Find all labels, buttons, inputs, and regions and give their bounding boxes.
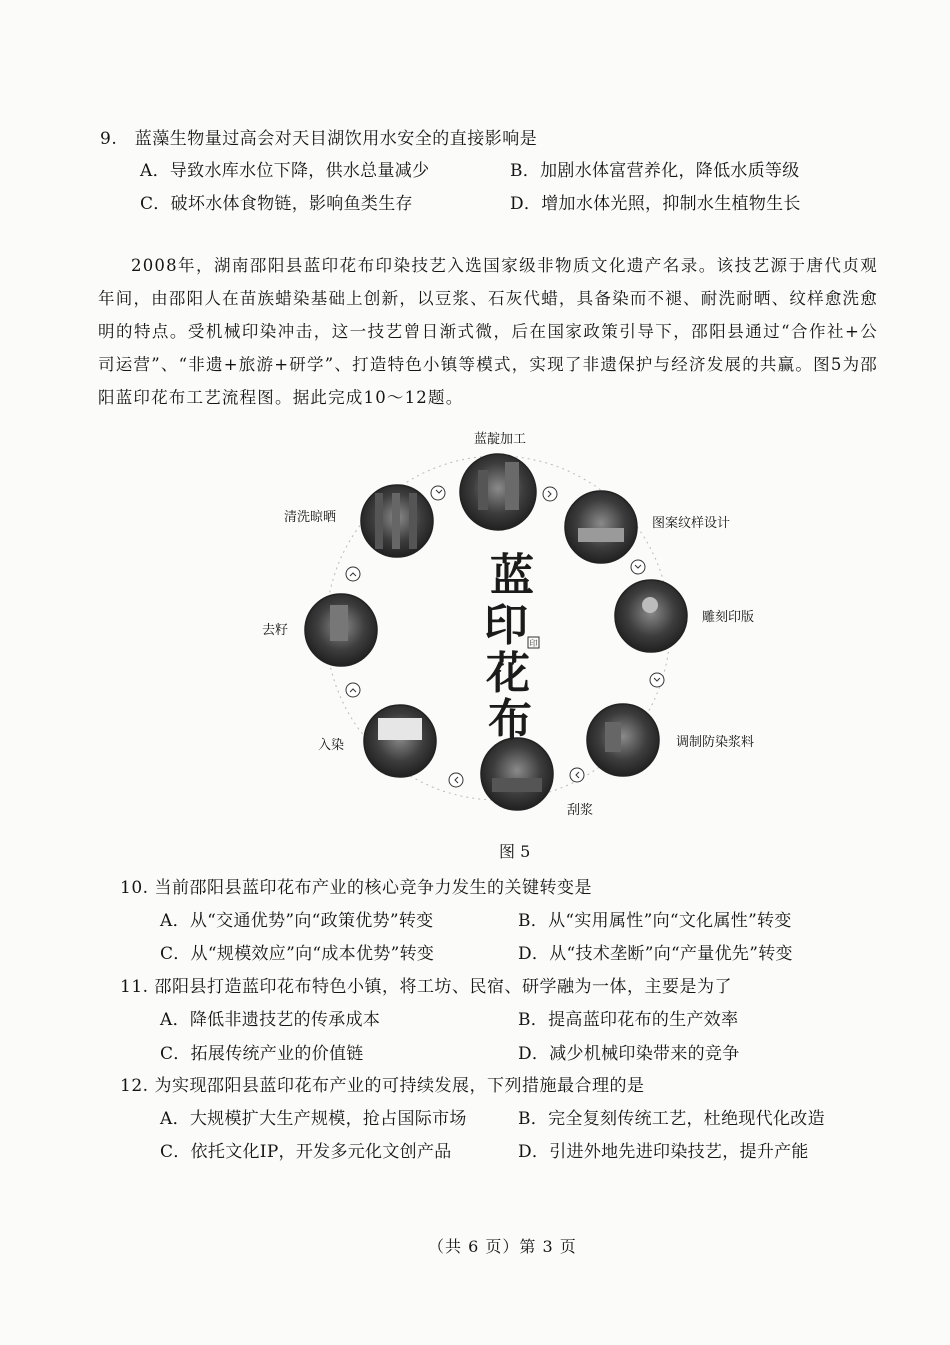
question-10-option-c: C．从“规模效应”向“成本优势”转变 [160,944,435,964]
arrow-icon [346,567,360,581]
question-9-option-b: B．加剧水体富营养化，降低水质等级 [510,161,800,181]
question-10-option-a: A．从“交通优势”向“政策优势”转变 [160,911,434,931]
step-label-design: 图案纹样设计 [652,516,731,531]
step-photo-remove-residue [305,594,377,666]
arrow-icon [346,683,360,697]
page-footer: （共 6 页）第 3 页 [428,1237,577,1256]
arrow-icon [431,486,445,500]
question-11-option-a: A．降低非遗技艺的传承成本 [160,1010,381,1030]
center-title-char-2: 印 [484,600,528,651]
center-title [484,550,534,746]
arrow-icon [650,673,664,687]
arrow-icon [543,487,557,501]
question-11-option-d: D．减少机械印染带来的竞争 [518,1044,740,1064]
step-label-scraping: 刮浆 [567,803,594,818]
question-12-option-d: D．引进外地先进印染技艺，提升产能 [518,1142,809,1162]
question-10-option-b: B．从“实用属性”向“文化属性”转变 [518,911,792,931]
question-9-option-d: D．增加水体光照，抑制水生植物生长 [510,194,801,214]
figure-caption: 图 5 [499,842,531,861]
seal-stamp-text: 印 [529,639,538,648]
question-9-option-a: A．导致水库水位下降，供水总量减少 [140,161,430,181]
step-photo-design [565,491,637,563]
step-photo-lanian [460,454,536,530]
question-12-stem: 12. 为实现邵阳县蓝印花布产业的可持续发展，下列措施最合理的是 [120,1076,645,1096]
question-11-stem: 11. 邵阳县打造蓝印花布特色小镇，将工坊、民宿、研学融为一体，主要是为了 [120,977,732,997]
question-10-stem: 10. 当前邵阳县蓝印花布产业的核心竞争力发生的关键转变是 [120,878,592,898]
center-title-char-3: 花 [486,648,530,699]
question-12-option-a: A．大规模扩大生产规模，抢占国际市场 [160,1109,467,1129]
question-9-option-c: C．破坏水体食物链，影响鱼类生存 [140,194,413,214]
step-photo-scraping [481,738,553,810]
reading-passage: 2008年，湖南邵阳县蓝印花布印染技艺入选国家级非物质文化遗产名录。该技艺源于唐代贞观年间，由邵阳人在苗族蜡染基础上创新，以豆浆、石灰代蜡，具备染而不褪、耐洗耐晒、纹样愈洗愈明的特点。受机械印染冲击，这一技艺曾日渐式微，后在国家政策引导下，邵阳县通过“合作社+公司运营”、“非遗+旅游+研学”、打造特色小镇等模式，实现了非遗保护与经济发展的共赢。图5为邵阳蓝印花布工艺流程图。据此完成10～12题。 [98,256,878,407]
step-label-washing: 清洗晾晒 [284,510,337,525]
question-12-option-b: B．完全复刻传统工艺，杜绝现代化改造 [518,1109,825,1129]
question-11-option-c: C．拓展传统产业的价值链 [160,1044,364,1064]
step-photo-washing [361,485,433,557]
step-label-carving: 雕刻印版 [702,610,755,625]
step-label-paste: 调制防染浆料 [676,735,755,750]
center-title-char-1: 蓝 [490,550,534,601]
step-label-dyeing: 入染 [318,738,345,753]
question-11-option-b: B．提高蓝印花布的生产效率 [518,1010,739,1030]
step-photo-carving [615,580,687,652]
step-label-lanian: 蓝靛加工 [473,432,527,447]
arrow-icon [570,768,584,782]
question-12-option-c: C．依托文化IP，开发多元化文创产品 [160,1142,452,1162]
step-photo-dyeing [364,705,436,777]
arrow-icon [449,773,463,787]
center-title-char-4: 布 [488,695,532,746]
question-10-option-d: D．从“技术垄断”向“产量优先”转变 [518,944,793,964]
question-9-stem: 9. 蓝藻生物量过高会对天目湖饮用水安全的直接影响是 [100,129,538,149]
step-label-remove-residue: 去籽 [262,623,289,638]
step-photo-paste [587,704,659,776]
arrow-icon [631,560,645,574]
